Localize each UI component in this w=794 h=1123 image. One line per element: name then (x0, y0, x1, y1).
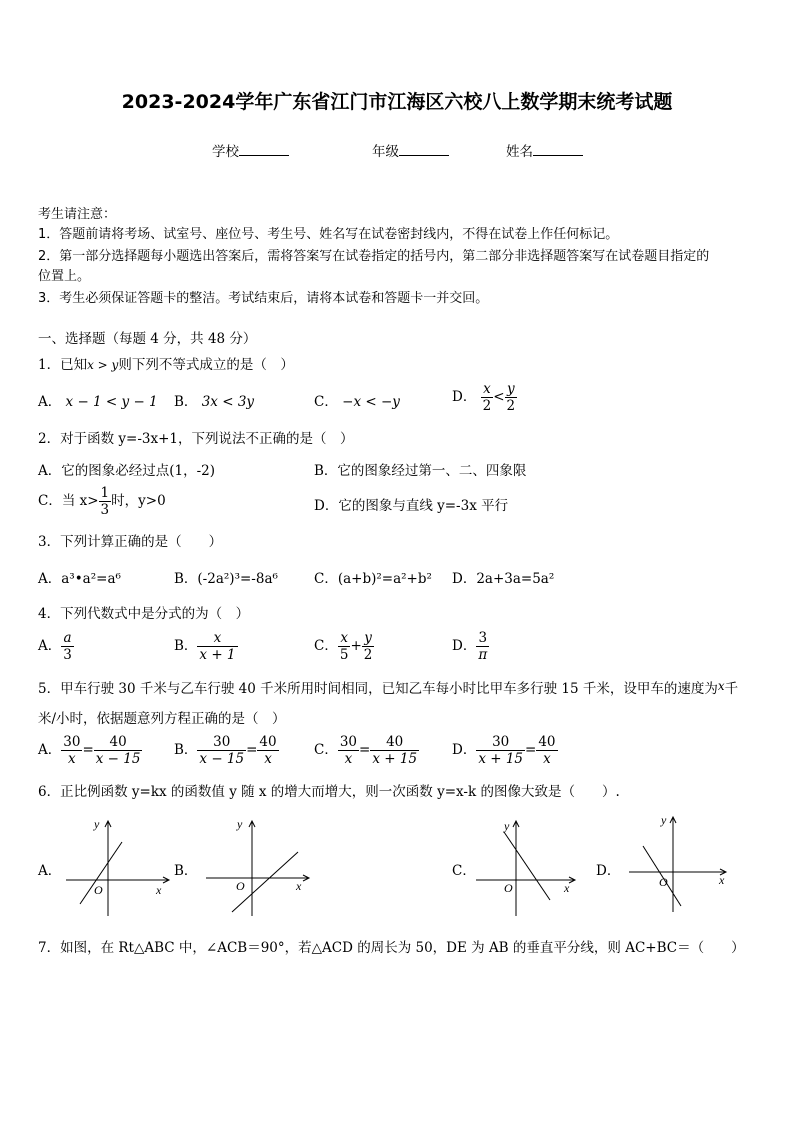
q1-option-c (314, 390, 400, 410)
q5-c-eq: = (359, 742, 371, 758)
q4-c-frac1: $\frac{x}{5}$ (339, 630, 349, 663)
q2-c-pre: C．当 x> (38, 493, 99, 509)
y-axis-label: y (237, 817, 243, 831)
q1-condition: x > y (87, 358, 119, 372)
q5-b-frac2: $\frac{40}{x}$ (259, 734, 277, 767)
grade-field (372, 140, 449, 160)
notice-item-2-cont: 位置上。 (38, 269, 91, 284)
q2-option-d: D．它的图象与直线 y=-3x 平行 (314, 498, 509, 514)
question-5-stem-line1 (38, 677, 738, 697)
q6-option-a-label: A． (38, 863, 62, 879)
q6-graph-c (470, 814, 582, 918)
x-axis-label: x (296, 879, 302, 893)
q5-option-c (314, 734, 419, 767)
q6-graph-b (200, 814, 312, 918)
section-heading: 一、选择题（每题 4 分，共 48 分） (38, 331, 257, 347)
q4-b-frac: $\frac{x}{x + 1}$ (199, 630, 236, 663)
q4-c-label: C． (314, 638, 338, 654)
q4-option-c (314, 630, 374, 663)
q6-option-b-label: B． (174, 863, 198, 879)
q2-c-post: 时，y>0 (111, 493, 166, 509)
q5-d-frac1: $\frac{30}{x + 15}$ (478, 734, 524, 767)
q6-graph-a (60, 814, 172, 918)
grade-label: 年级 (372, 144, 399, 160)
q2-option-a: A．它的图象必经过点(1，-2) (38, 463, 216, 479)
origin-label: O (504, 881, 513, 895)
q1-suffix: 则下列不等式成立的是（ ） (118, 357, 294, 373)
q1-a-expr: x − 1 < y − 1 (65, 394, 158, 410)
q3-option-d: D．2a+3a=5a² (452, 571, 555, 587)
origin-label: O (94, 883, 103, 897)
y-axis-label: y (94, 817, 100, 831)
q6-option-d-label: D． (596, 863, 621, 879)
q5-c-frac1: $\frac{30}{x}$ (339, 734, 358, 767)
q5-a-label: A． (38, 742, 62, 758)
q4-b-label: B． (174, 638, 198, 654)
q5-line1-end: 千 (724, 681, 739, 697)
q5-a-frac2: $\frac{40}{x - 15}$ (95, 734, 141, 767)
school-field (212, 140, 289, 160)
q1-b-expr: 3x < 3y (201, 394, 255, 410)
notice-item-2: 2．第一部分选择题每小题选出答案后，需将答案写在试卷指定的括号内，第二部分非选择题答案写在试卷题目指定的 (38, 249, 710, 264)
question-1-stem (38, 353, 294, 373)
q5-var: x (717, 679, 725, 693)
origin-label: O (236, 879, 245, 893)
q2-option-c (38, 485, 166, 518)
q3-option-c: C．(a+b)²=a²+b² (314, 571, 432, 587)
notice-item-1: 1．答题前请将考场、试室号、座位号、考生号、姓名写在试卷密封线内，不得在试卷上作任何标记。 (38, 227, 619, 242)
q6-graph-d (625, 808, 737, 916)
name-label: 姓名 (506, 144, 533, 160)
q4-c-frac2: $\frac{y}{2}$ (363, 630, 373, 663)
q1-d-frac1: $\frac{x}{2}$ (482, 381, 492, 414)
name-blank (533, 143, 583, 156)
q4-option-d (452, 630, 489, 663)
q4-a-label: A． (38, 638, 62, 654)
y-axis-label: y (661, 813, 667, 827)
q2-c-frac: $\frac{1}{3}$ (100, 485, 110, 518)
q5-b-eq: = (246, 742, 258, 758)
q1-b-label: B． (174, 394, 198, 410)
q1-a-label: A． (38, 394, 62, 410)
q4-a-frac: $\frac{a}{3}$ (63, 630, 72, 663)
school-blank (239, 143, 289, 156)
q4-option-a (38, 630, 74, 663)
q1-option-d (452, 381, 517, 414)
q4-d-label: D． (452, 638, 477, 654)
q5-b-label: B． (174, 742, 198, 758)
q5-c-label: C． (314, 742, 338, 758)
q5-c-frac2: $\frac{40}{x + 15}$ (372, 734, 418, 767)
q1-d-frac2: $\frac{y}{2}$ (506, 381, 516, 414)
q1-prefix: 1．已知 (38, 357, 88, 373)
q4-c-op: + (350, 638, 362, 654)
q4-option-b (174, 630, 238, 663)
q1-option-b (174, 390, 254, 410)
y-axis-label: y (504, 819, 510, 833)
question-3-stem: 3．下列计算正确的是（ ） (38, 534, 223, 550)
question-7-stem: 7．如图，在 Rt△ABC 中，∠ACB＝90°，若△ACD 的周长为 50，DE 为 AB 的垂直平分线，则 AC+BC＝（ ） (38, 940, 745, 956)
question-4-stem: 4．下列代数式中是分式的为（ ） (38, 606, 250, 622)
q5-option-b (174, 734, 279, 767)
q3-option-b: B．(-2a²)³=-8a⁶ (174, 571, 278, 587)
q5-option-a (38, 734, 142, 767)
origin-label: O (659, 875, 668, 889)
q6-option-c-label: C． (452, 863, 476, 879)
q1-c-expr: −x < −y (342, 394, 400, 410)
grade-blank (399, 143, 449, 156)
question-6-stem: 6．正比例函数 y=kx 的函数值 y 随 x 的增大而增大，则一次函数 y=x-k 的图像大致是（ ）. (38, 784, 620, 800)
q4-d-frac: $\frac{3}{\pi}$ (478, 630, 488, 663)
q5-d-frac2: $\frac{40}{x}$ (538, 734, 556, 767)
q5-line1-text: 5．甲车行驶 30 千米与乙车行驶 40 千米所用时间相同，已知乙车每小时比甲车多行驶 15 千米，设甲车的速度为 (38, 681, 718, 697)
x-axis-label: x (156, 883, 162, 897)
q5-b-frac1: $\frac{30}{x - 15}$ (199, 734, 245, 767)
x-axis-label: x (719, 873, 725, 887)
q3-option-a: A．a³•a²=a⁶ (38, 571, 121, 587)
q5-a-frac1: $\frac{30}{x}$ (63, 734, 81, 767)
notice-item-3: 3．考生必须保证答题卡的整洁。考试结束后，请将本试卷和答题卡一并交回。 (38, 291, 489, 306)
notice-heading: 考生请注意： (38, 207, 117, 222)
q5-option-d (452, 734, 558, 767)
x-axis-label: x (564, 881, 570, 895)
q5-d-eq: = (525, 742, 537, 758)
q5-a-eq: = (82, 742, 94, 758)
q2-option-b: B．它的图象经过第一、二、四象限 (314, 463, 527, 479)
q5-d-label: D． (452, 742, 477, 758)
question-2-stem: 2．对于函数 y=-3x+1，下列说法不正确的是（ ） (38, 431, 354, 447)
q1-d-op: < (493, 389, 505, 405)
page-title: 2023-2024学年广东省江门市江海区六校八上数学期末统考试题 (121, 91, 673, 113)
q1-option-a (38, 390, 158, 410)
question-5-stem-line2: 米/小时，依据题意列方程正确的是（ ） (38, 711, 286, 727)
q1-c-label: C． (314, 394, 338, 410)
q1-d-label: D． (452, 389, 477, 405)
school-label: 学校 (212, 144, 239, 160)
name-field (506, 140, 583, 160)
